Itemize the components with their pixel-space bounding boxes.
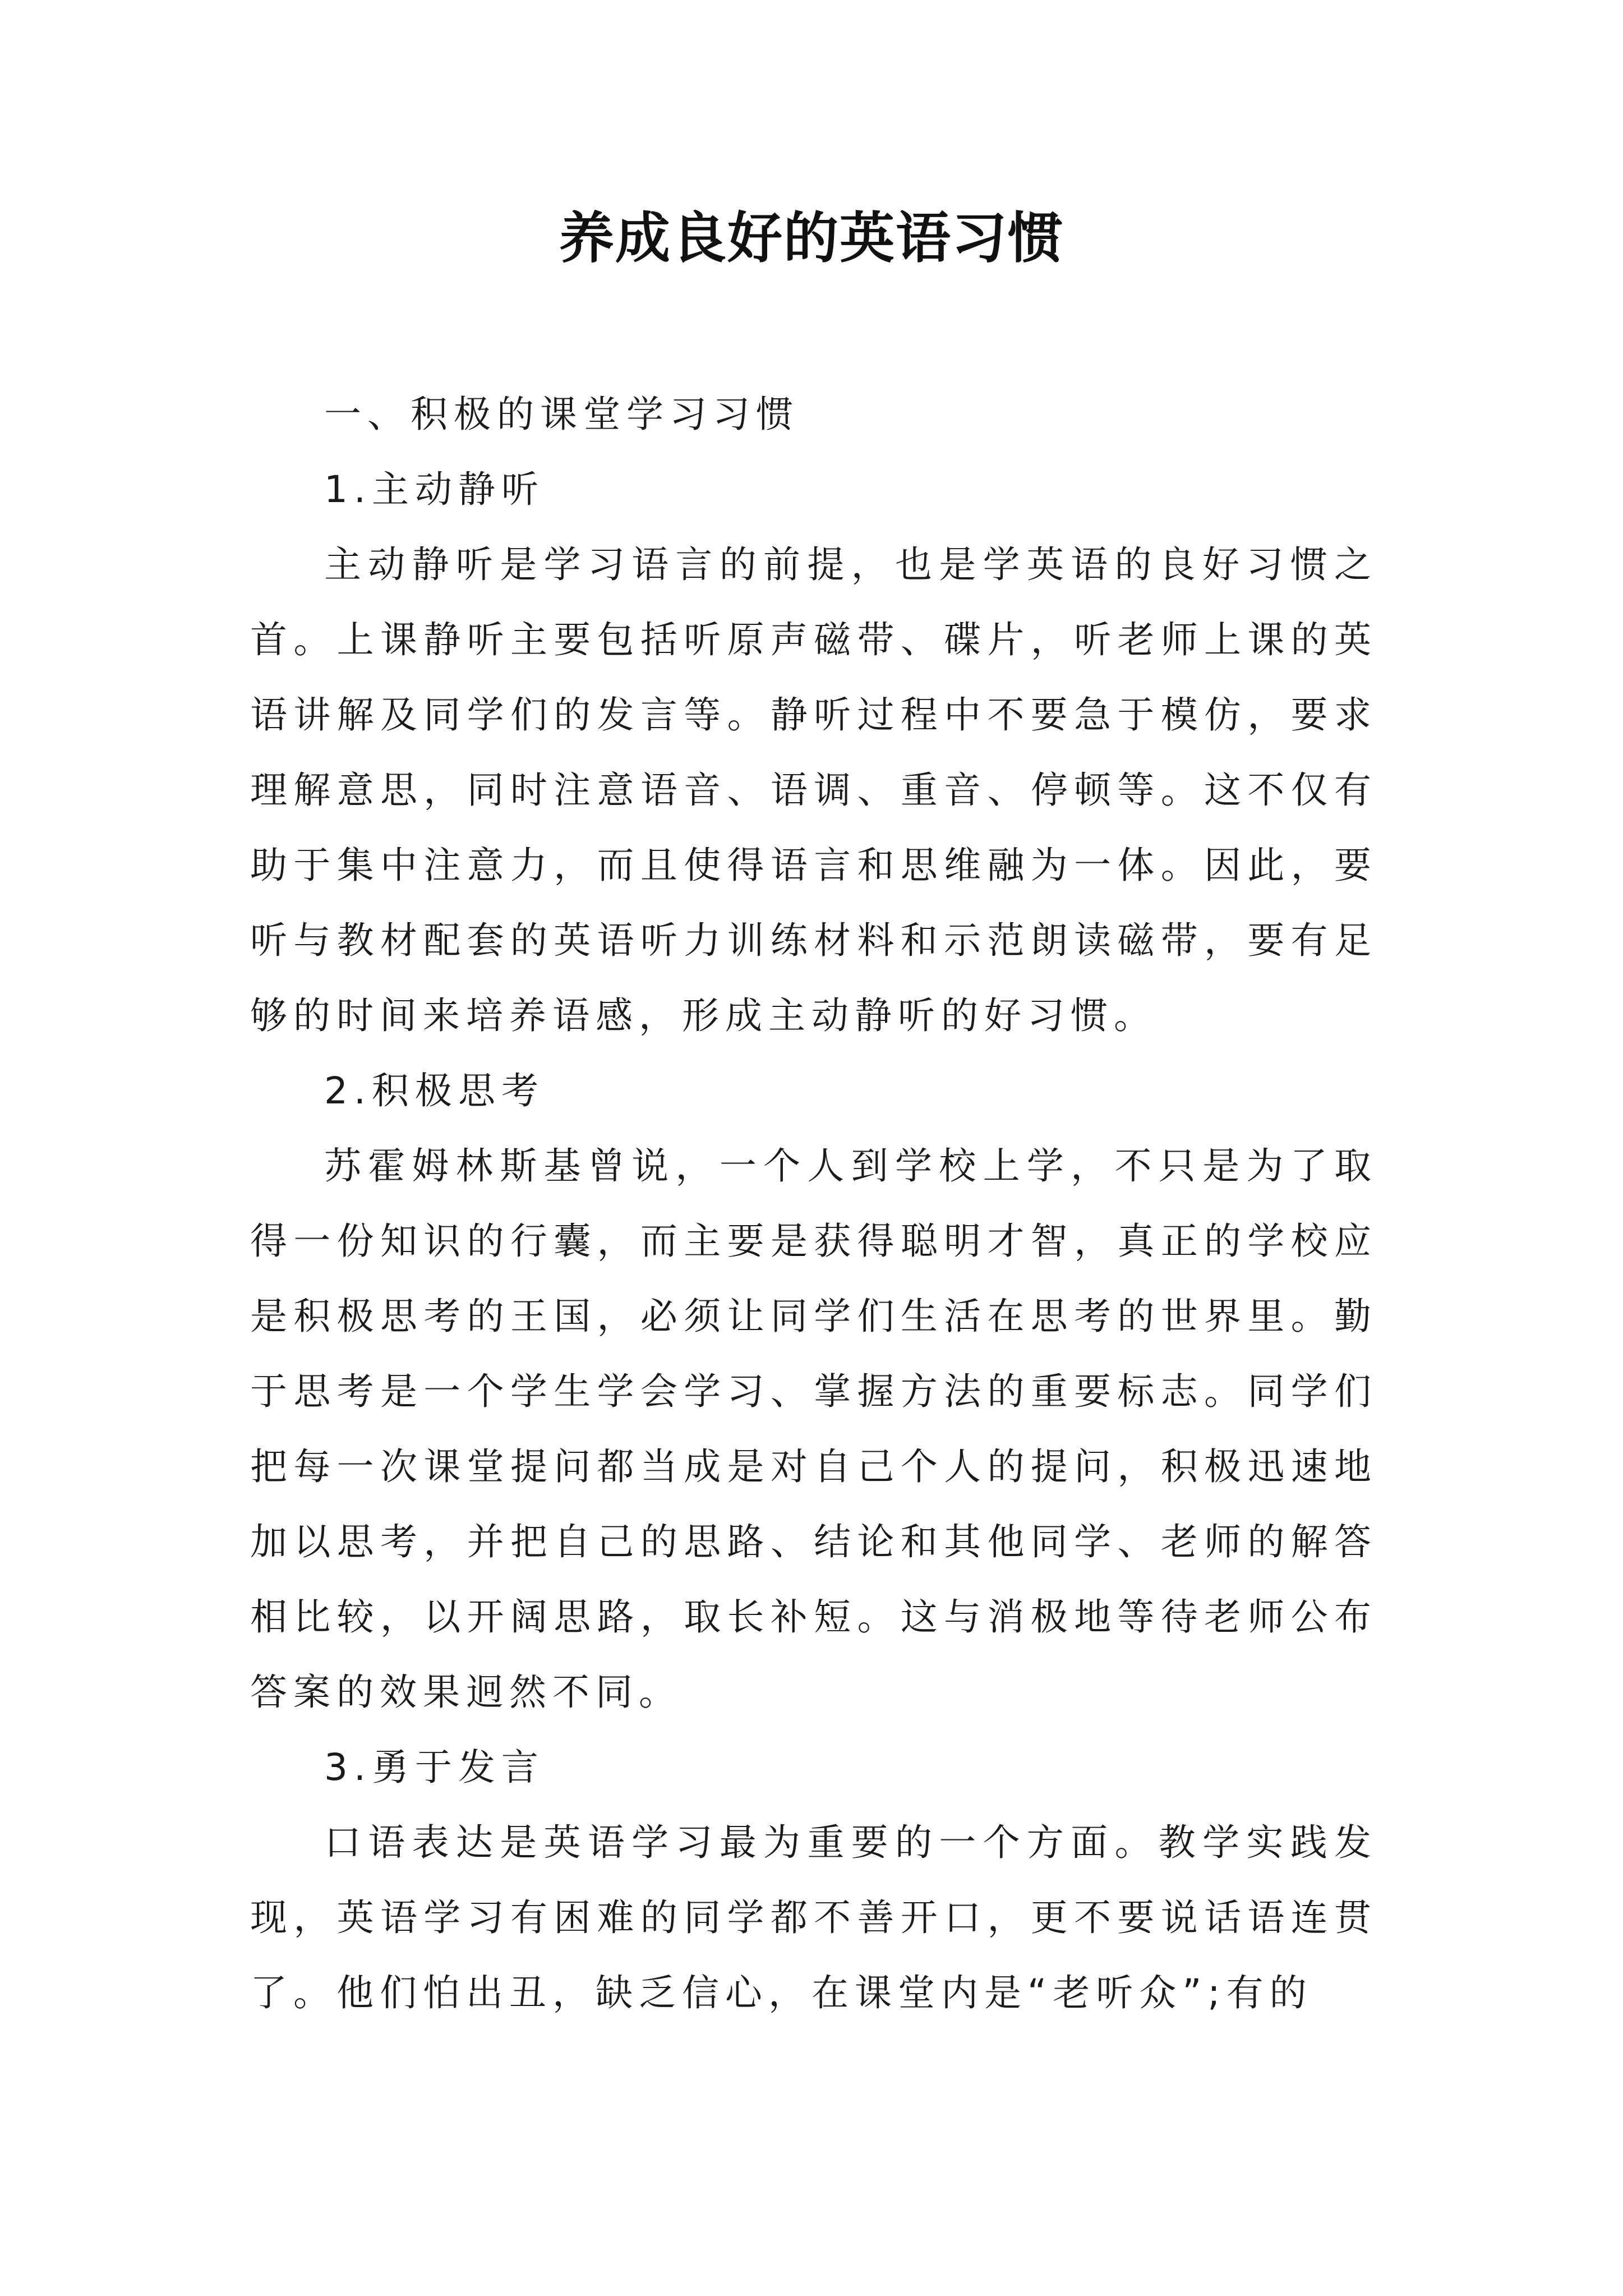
body-paragraph: 口语表达是英语学习最为重要的一个方面。教学实践发现，英语学习有困难的同学都不善开口，更不要说话语连贯了。他们怕出丑，缺乏信心，在课堂内是“老听众”;有的 (250, 1821, 1377, 2014)
body-paragraph: 主动静听是学习语言的前提，也是学英语的良好习惯之首。上课静听主要包括听原声磁带、碟片，听老师上课的英语讲解及同学们的发言等。静听过程中不要急于模仿，要求理解意思，同时注意语音、语调、重音、停顿等。这不仅有助于集中注意力，而且使得语言和思维融为一体。因此，要听与教材配套的英语听力训练材料和示范朗读磁带，要有足够的时间来培养语感，形成主动静听的好习惯。 (250, 543, 1377, 1037)
subsection-heading: 3.勇于发言 (324, 1746, 545, 1789)
document-title: 养成良好的英语习惯 (559, 206, 1064, 270)
document-body (250, 377, 1377, 2031)
subsection-heading: 2.积极思考 (324, 1069, 545, 1112)
body-paragraph: 苏霍姆林斯基曾说，一个人到学校上学，不只是为了取得一份知识的行囊，而主要是获得聪明才智，真正的学校应是积极思考的王国，必须让同学们生活在思考的世界里。勤于思考是一个学生学会学习、掌握方法的重要标志。同学们把每一次课堂提问都当成是对自己个人的提问，积极迅速地加以思考，并把自己的思路、结论和其他同学、老师的解答相比较，以开阔思路，取长补短。这与消极地等待老师公布答案的效果迥然不同。 (250, 1144, 1377, 1714)
subsection-heading: 1.主动静听 (324, 468, 545, 511)
section-heading: 一、积极的课堂学习习惯 (324, 393, 799, 436)
